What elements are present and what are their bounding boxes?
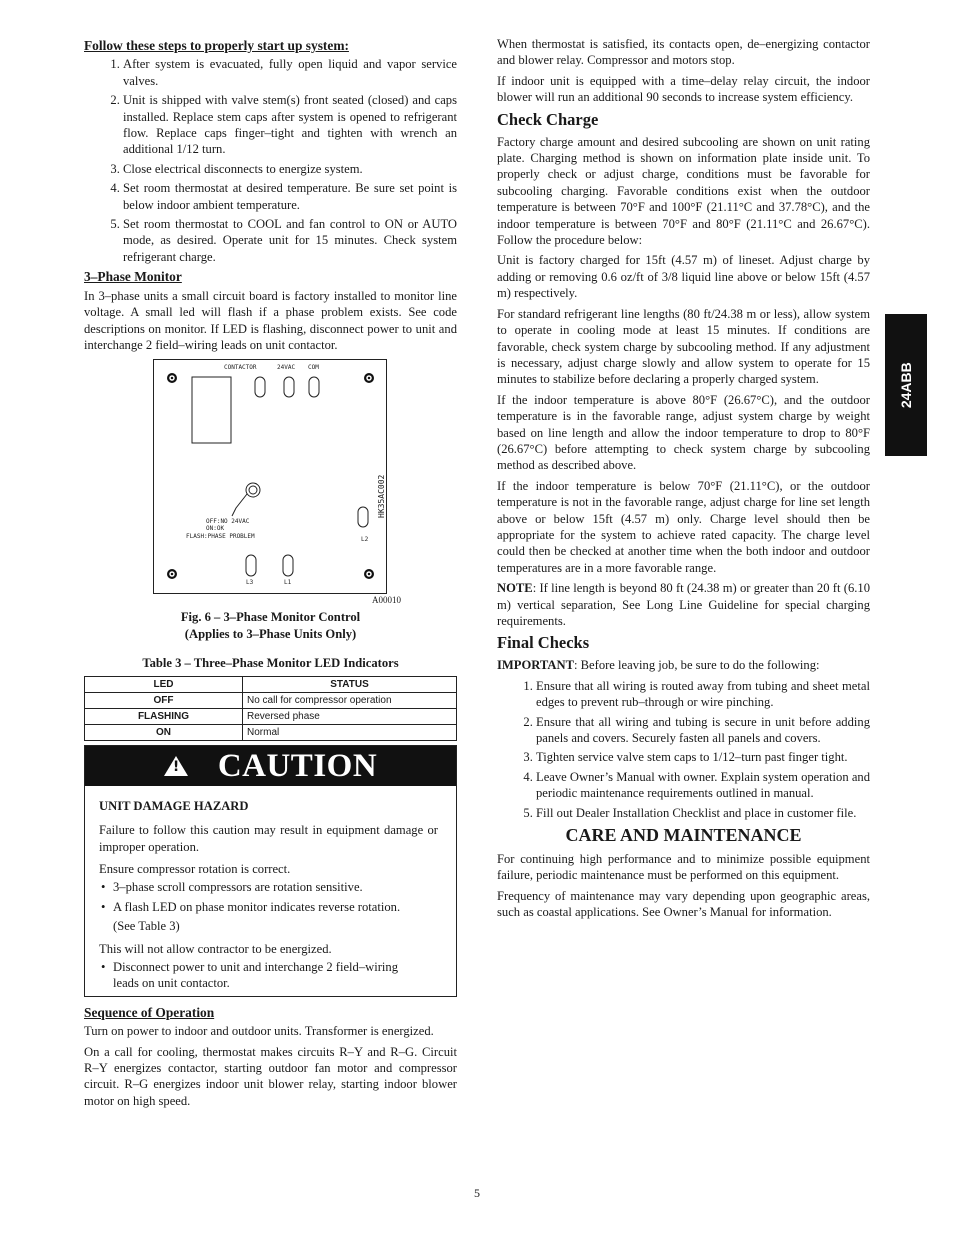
check-charge-heading: Check Charge: [497, 109, 599, 129]
final-check-step: 2. Ensure that all wiring and tubing is secure in unit before adding panels and covers. Securely fasten all panels and covers.: [536, 714, 870, 747]
startup-steps: [84, 56, 457, 265]
care-text: For continuing high performance and to minimize possible equipment failure, periodic maintenance must be performed on this equipment.: [497, 852, 870, 883]
caution-text: Failure to follow this caution may result in equipment damage or improper operation.: [99, 823, 438, 854]
caution-text: This will not allow contractor to be energized.: [99, 941, 332, 956]
sequence-text: If indoor unit is equipped with a time–delay relay circuit, the indoor blower will run an additional 90 seconds to increase system efficiency.: [497, 73, 870, 105]
table-header: STATUS: [243, 676, 457, 692]
sequence-heading: Sequence of Operation: [84, 1004, 215, 1020]
right-column: [497, 36, 870, 925]
caution-bullet: • Disconnect power to unit and interchange 2 field–wiring: [101, 959, 399, 974]
svg-text:OFF:NO 24VAC: OFF:NO 24VAC: [206, 518, 250, 526]
contactor-block: [192, 377, 231, 443]
terminal-contactor: [255, 377, 265, 397]
svg-text:FLASH:PHASE PROBLEM: FLASH:PHASE PROBLEM: [186, 533, 255, 541]
svg-text:COM: COM: [308, 364, 319, 372]
hazard-title: UNIT DAMAGE HAZARD: [99, 798, 249, 813]
sequence-text: When thermostat is satisfied, its contacts open, de–energizing contactor and blower relay. Compressor and motors stop.: [497, 37, 870, 68]
caution-text: Ensure compressor rotation is correct.: [99, 861, 291, 876]
terminal-24vac: [284, 377, 294, 397]
check-charge-text: Factory charge amount and desired subcooling are shown on unit rating plate. Charging method is shown on information plate inside unit. To properly check or adjust charge, conditions must be favorable for subcooling charging. Favorable conditions exist when the outdoor temperature is between 70°F and 100°F (21.11°C and 37.78°C), and the indoor temperature is between 70°F and 80°F (21.11°C and 26.67°C). Follow the procedure below:: [497, 134, 870, 248]
important-note: IMPORTANT: Before leaving job, be sure to do the following:: [497, 658, 820, 673]
mounting-hole-icon: [167, 373, 177, 383]
sequence-text: On a call for cooling, thermostat makes circuits R–Y and R–G. Circuit R–Y energizes contactor, starting outdoor fan motor and compressor circuit. R–G energizes indoor unit blower relay, starting indoor blower motor on high speed.: [84, 1044, 457, 1108]
caution-bullet-cont: (See Table 3): [113, 919, 180, 934]
svg-text:CONTACTOR: CONTACTOR: [224, 364, 257, 372]
care-text: Frequency of maintenance may vary depending upon geographic areas, such as coastal applications. See Owner’s Manual for information.: [497, 888, 870, 920]
final-check-step: 4. Leave Owner’s Manual with owner. Explain system operation and periodic maintenance requirements outlined in manual.: [536, 769, 870, 802]
caution-bullet-cont: leads on unit contactor.: [113, 976, 230, 991]
led-state: ON: [85, 724, 243, 740]
led-state: FLASHING: [85, 708, 243, 724]
startup-heading: Follow these steps to properly start up system:: [84, 38, 349, 53]
terminal-l2: [358, 507, 368, 527]
check-charge-note: NOTE: If line length is beyond 80 ft (24.38 m) or greater than 20 ft (6.10 m) vertical separation, See Long Line Guideline for special charging requirements.: [497, 581, 870, 628]
sequence-text: Turn on power to indoor and outdoor units. Transformer is energized.: [84, 1024, 434, 1039]
final-checks-heading: Final Checks: [497, 633, 590, 653]
page-number: 5: [474, 1186, 480, 1200]
startup-step: 4. Set room thermostat at desired temperature. Be sure set point is below indoor ambient temperature.: [123, 180, 457, 213]
led-status: No call for compressor operation: [243, 692, 457, 708]
circuit-board-drawing: [154, 360, 386, 593]
care-heading: CARE AND MAINTENANCE: [565, 825, 802, 846]
left-column: [84, 36, 457, 1113]
svg-text:L1: L1: [284, 579, 292, 587]
side-tab-label: 24ABB: [897, 362, 914, 408]
figure-caption: [84, 609, 457, 643]
phase-monitor-heading: 3–Phase Monitor: [84, 269, 182, 285]
table-row: [85, 724, 457, 740]
final-check-step: 3. Tighten service valve stem caps to 1/12–turn past finger tight.: [536, 749, 870, 765]
table-header-row: [85, 676, 457, 692]
table-row: [85, 708, 457, 724]
check-charge-text: If the indoor temperature is below 70°F (21.11°C), or the outdoor temperature is not in the favorable range, adjust charge for line set length above or below 15ft (4.57 m) only. Charge level should then be appropriate for the system to achieve rated capacity. The charge level could then be checked at another time when the both indoor and outdoor temperatures are in a more favorable range.: [497, 478, 870, 575]
table-row: [85, 692, 457, 708]
figure-caption-line1: Fig. 6 – 3–Phase Monitor Control: [180, 610, 361, 625]
caution-bullet: • 3–phase scroll compressors are rotation sensitive.: [101, 880, 363, 895]
caution-title: CAUTION: [217, 747, 378, 784]
phase-monitor-text: In 3–phase units a small circuit board is factory installed to monitor line voltage. A small led will flash if a phase problem exists. See code descriptions on monitor. If LED is flashing, disconnect power to unit and interchange 2 field–wiring leads on unit contactor.: [84, 288, 457, 352]
led-indicator-table: [84, 676, 457, 741]
led-status: Reversed phase: [243, 708, 457, 724]
check-charge-text: Unit is factory charged for 15ft (4.57 m) of lineset. Adjust charge by adding or removing 0.6 oz/ft of 3/8 liquid line above or below 15ft (4.57 m) respectively.: [497, 253, 870, 301]
svg-text:HK35AC002: HK35AC002: [377, 474, 386, 519]
table-header: LED: [85, 676, 243, 692]
led-state: OFF: [85, 692, 243, 708]
final-check-step: 1. Ensure that all wiring is routed away from tubing and sheet metal edges to prevent rub–through or wire pinching.: [536, 678, 870, 711]
svg-text:ON:OK: ON:OK: [206, 525, 225, 533]
svg-text:L3: L3: [246, 579, 254, 587]
mounting-hole-icon: [167, 569, 177, 579]
led-status: Normal: [243, 724, 457, 740]
figure-caption-line2: (Applies to 3–Phase Units Only): [184, 627, 357, 642]
check-charge-text: If the indoor temperature is above 80°F (26.67°C), and the outdoor temperature is in the favorable range, adjust system charge by weight based on line length and allow the indoor temperature to drop to 80°F (26.67°C) before attempting to check system charge by subcooling method as described above.: [497, 392, 870, 473]
led-leader-line: [232, 494, 247, 516]
check-charge-text: For standard refrigerant line lengths (80 ft/24.38 m or less), allow system to operate in cooling mode at least 15 minutes. If conditions are favorable, check system charge by subcooling method. If any adjustment is necessary, adjust charge slowly and allow system to operate for 15 minutes to stabilize before declaring a properly charged system.: [497, 306, 870, 387]
figure-code: A00010: [372, 595, 401, 606]
startup-step: 1. After system is evacuated, fully open liquid and vapor service valves.: [123, 56, 457, 89]
caution-body: [85, 786, 456, 996]
startup-step: 3. Close electrical disconnects to energize system.: [123, 161, 457, 177]
svg-text:L2: L2: [361, 536, 369, 544]
mounting-hole-icon: [364, 569, 374, 579]
caution-banner: [85, 746, 456, 786]
startup-step: 5. Set room thermostat to COOL and fan control to ON or AUTO mode, as desired. Operate unit for 15 minutes. Check system refrigerant charge.: [123, 216, 457, 265]
warning-triangle-icon: !: [164, 756, 188, 776]
terminal-l3: [246, 555, 256, 576]
led-indicator: [246, 483, 260, 497]
mounting-hole-icon: [364, 373, 374, 383]
side-tab: [885, 314, 927, 456]
caution-box: [84, 745, 457, 997]
startup-step: 2. Unit is shipped with valve stem(s) front seated (closed) and caps installed. Replace stem caps after system is opened to refrigerant flow. Replace caps finger–tight and tighten with wrench an additional 1/12 turn.: [123, 92, 457, 158]
terminal-com: [309, 377, 319, 397]
table3-title: Table 3 – Three–Phase Monitor LED Indicators: [142, 656, 399, 671]
final-check-step: 5. Fill out Dealer Installation Checklist and place in customer file.: [536, 805, 870, 821]
svg-text:24VAC: 24VAC: [277, 364, 296, 372]
terminal-l1: [283, 555, 293, 576]
final-checks-steps: [497, 678, 870, 821]
phase-monitor-figure: [153, 359, 387, 594]
caution-bullet: • A flash LED on phase monitor indicates reverse rotation.: [101, 899, 401, 914]
